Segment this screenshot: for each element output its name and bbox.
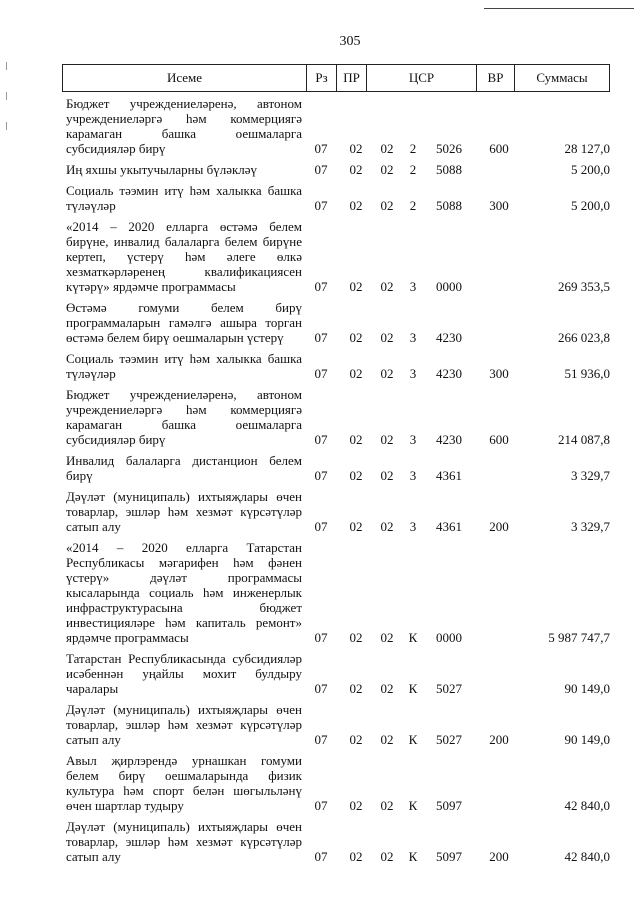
row-csr-part1: 02 (380, 141, 394, 156)
row-csr-part2: 3 (409, 279, 417, 294)
row-vr: 200 (489, 519, 509, 534)
row-pr: 02 (349, 519, 363, 534)
row-rz: 07 (314, 198, 328, 213)
row-rz: 07 (314, 468, 328, 483)
row-name: Социаль тәэмин итү һәм халыкка башка түләүләр (66, 183, 302, 213)
row-sum: 214 087,8 (558, 432, 610, 447)
row-csr-part3: 5027 (436, 732, 462, 747)
row-csr-part3: 5097 (436, 798, 462, 813)
row-rz: 07 (314, 732, 328, 747)
row-csr-part2: К (408, 849, 418, 864)
table-header (62, 64, 610, 92)
row-csr-part2: 3 (409, 330, 417, 345)
row-csr-part1: 02 (380, 468, 394, 483)
row-name: Дәүләт (муниципаль) ихтыяҗлары өчен товарлар, эшләр һәм хезмәт күрсәтүләр сатып алу (66, 489, 302, 534)
row-csr-part1: 02 (380, 279, 394, 294)
table-body (66, 96, 610, 870)
row-csr-part1: 02 (380, 330, 394, 345)
row-sum: 42 840,0 (564, 798, 610, 813)
row-sum: 5 987 747,7 (548, 630, 610, 645)
row-rz: 07 (314, 162, 328, 177)
row-csr-part2: 3 (409, 519, 417, 534)
row-csr-part1: 02 (380, 732, 394, 747)
row-csr-part1: 02 (380, 366, 394, 381)
row-sum: 3 329,7 (571, 519, 610, 534)
row-name: Бюджет учреждениеләренә, автоном учреждениеләргә һәм коммерциягә карамаган башка оешмаларга субсидияләр бирү (66, 96, 302, 156)
page-number: 305 (339, 34, 361, 49)
row-sum: 90 149,0 (564, 732, 610, 747)
row-name: Татарстан Республикасында субсидияләр исәбеннән уңайлы мохит булдыру чаралары (66, 651, 302, 696)
header-pr: ПР (337, 65, 367, 91)
row-vr: 200 (489, 732, 509, 747)
row-sum: 90 149,0 (564, 681, 610, 696)
row-csr-part1: 02 (380, 519, 394, 534)
row-vr: 300 (489, 198, 509, 213)
row-csr-part2: 3 (409, 432, 417, 447)
row-rz: 07 (314, 630, 328, 645)
row-rz: 07 (314, 432, 328, 447)
row-pr: 02 (349, 330, 363, 345)
row-csr-part2: 2 (409, 141, 417, 156)
row-pr: 02 (349, 732, 363, 747)
row-csr-part3: 5097 (436, 849, 462, 864)
row-rz: 07 (314, 330, 328, 345)
row-rz: 07 (314, 681, 328, 696)
row-csr-part1: 02 (380, 432, 394, 447)
row-csr-part3: 4230 (436, 330, 462, 345)
row-vr: 300 (489, 366, 509, 381)
header-vr: ВР (477, 65, 515, 91)
table-row (66, 453, 610, 483)
row-csr-part3: 5026 (436, 141, 462, 156)
edge-marks (6, 62, 8, 152)
row-sum: 269 353,5 (558, 279, 610, 294)
row-csr-part3: 0000 (436, 279, 462, 294)
table-row (66, 96, 610, 156)
table-row (66, 162, 610, 177)
row-csr-part3: 0000 (436, 630, 462, 645)
row-pr: 02 (349, 681, 363, 696)
table-row (66, 753, 610, 813)
row-name: Социаль тәэмин итү һәм халыкка башка түләүләр (66, 351, 302, 381)
header-csr: ЦСР (367, 65, 477, 91)
row-csr-part1: 02 (380, 798, 394, 813)
row-name: Дәүләт (муниципаль) ихтыяҗлары өчен товарлар, эшләр һәм хезмәт күрсәтүләр сатып алу (66, 819, 302, 864)
row-vr: 200 (489, 849, 509, 864)
row-rz: 07 (314, 279, 328, 294)
row-csr-part3: 5088 (436, 162, 462, 177)
row-pr: 02 (349, 198, 363, 213)
table-row (66, 387, 610, 447)
row-csr-part2: К (408, 681, 418, 696)
row-csr-part2: К (408, 798, 418, 813)
row-name: «2014 – 2020 елларга өстәмә белем бирүне, инвалид балаларга белем бирүне кертеп, үстерү һәм әлеге өлкә хезматкәрләренең квалификациясен күтәрү» ярдәмче программасы (66, 219, 302, 294)
header-name: Исеме (63, 65, 307, 91)
row-pr: 02 (349, 141, 363, 156)
row-csr-part2: К (408, 732, 418, 747)
table-row (66, 300, 610, 345)
header-sum: Суммасы (536, 70, 588, 85)
row-csr-part3: 4361 (436, 468, 462, 483)
row-vr: 600 (489, 141, 509, 156)
table-row (66, 219, 610, 294)
row-rz: 07 (314, 519, 328, 534)
header-rz: Рз (307, 65, 337, 91)
row-csr-part3: 5027 (436, 681, 462, 696)
row-sum: 3 329,7 (571, 468, 610, 483)
row-csr-part1: 02 (380, 849, 394, 864)
row-sum: 266 023,8 (558, 330, 610, 345)
row-name: «2014 – 2020 елларга Татарстан Республикасы мәгарифен һәм фәнен үстерү» дәүләт программасы кысаларында социаль һәм инженерлык инфраструктурасына бюджет инвестицияләре һәм капиталь ремонт» ярдәмче программасы (66, 540, 302, 645)
top-rule (484, 8, 634, 9)
row-sum: 51 936,0 (564, 366, 610, 381)
row-pr: 02 (349, 849, 363, 864)
row-pr: 02 (349, 366, 363, 381)
row-vr: 600 (489, 432, 509, 447)
table-row (66, 819, 610, 864)
row-csr-part2: К (408, 630, 418, 645)
row-csr-part3: 4230 (436, 366, 462, 381)
table-row (66, 489, 610, 534)
row-pr: 02 (349, 432, 363, 447)
table-row (66, 540, 610, 645)
table-row (66, 183, 610, 213)
row-csr-part1: 02 (380, 630, 394, 645)
table-row (66, 702, 610, 747)
row-pr: 02 (349, 279, 363, 294)
row-sum: 5 200,0 (571, 162, 610, 177)
row-csr-part2: 3 (409, 366, 417, 381)
row-sum: 42 840,0 (564, 849, 610, 864)
row-rz: 07 (314, 141, 328, 156)
row-pr: 02 (349, 798, 363, 813)
row-csr-part2: 3 (409, 468, 417, 483)
row-csr-part2: 2 (409, 162, 417, 177)
row-name: Инвалид балаларга дистанцион белем бирү (66, 453, 302, 483)
row-rz: 07 (314, 798, 328, 813)
row-csr-part1: 02 (380, 162, 394, 177)
row-name: Бюджет учреждениеләренә, автоном учреждениеләргә һәм коммерциягә карамаган башка оешмаларга субсидияләр бирү (66, 387, 302, 447)
row-csr-part3: 4230 (436, 432, 462, 447)
row-rz: 07 (314, 366, 328, 381)
table-row (66, 351, 610, 381)
row-name: Авыл җирлэрендә урнашкан гомуми белем бирү оешмаларында физик культура һәм спорт белән шөгыльләнү өчен шартлар тудыру (66, 753, 302, 813)
row-pr: 02 (349, 630, 363, 645)
row-csr-part2: 2 (409, 198, 417, 213)
row-sum: 28 127,0 (564, 141, 610, 156)
row-pr: 02 (349, 468, 363, 483)
row-name: Дәүләт (муниципаль) ихтыяҗлары өчен товарлар, эшләр һәм хезмәт күрсәтүләр сатып алу (66, 702, 302, 747)
row-csr-part3: 4361 (436, 519, 462, 534)
row-csr-part1: 02 (380, 681, 394, 696)
row-csr-part3: 5088 (436, 198, 462, 213)
row-csr-part1: 02 (380, 198, 394, 213)
row-rz: 07 (314, 849, 328, 864)
table-row (66, 651, 610, 696)
row-name: Өстәмә гомуми белем бирү программаларын гамәлгә ашыра торган өстәмә белем бирү оешмаларын үстерү (66, 300, 302, 345)
row-sum: 5 200,0 (571, 198, 610, 213)
row-name: Иң яхшы укытучыларны бүләкләү (66, 162, 258, 177)
row-pr: 02 (349, 162, 363, 177)
